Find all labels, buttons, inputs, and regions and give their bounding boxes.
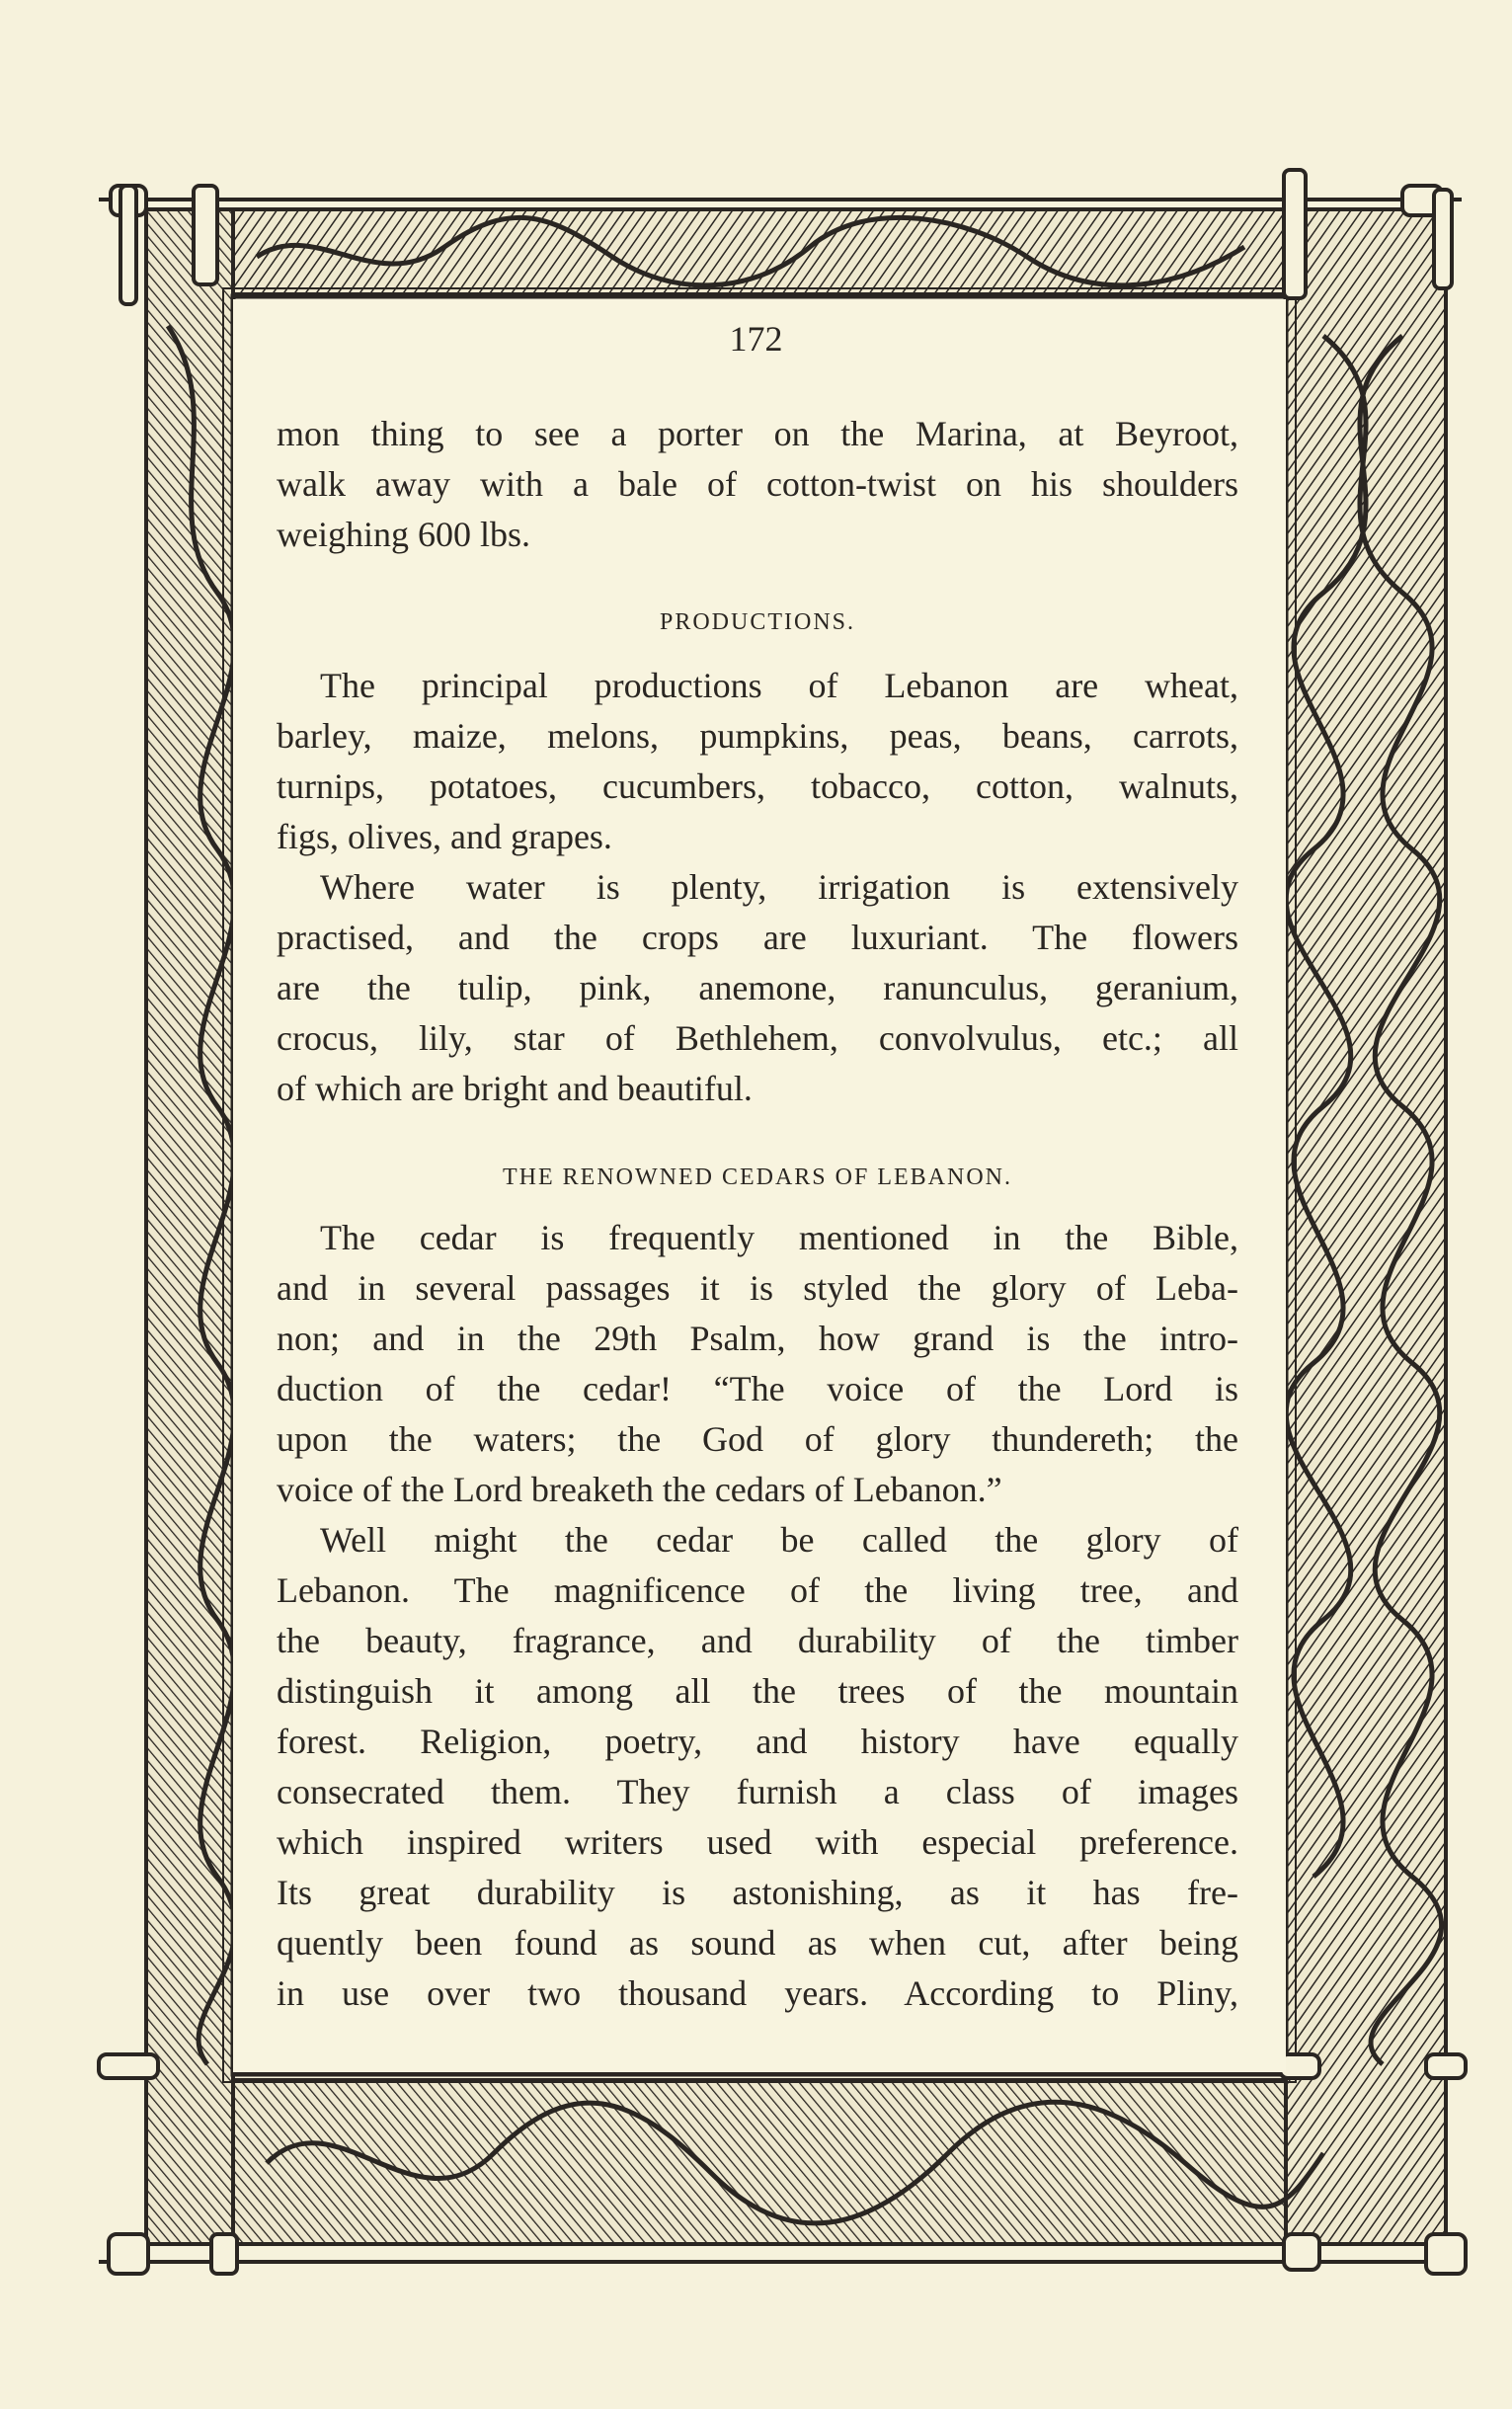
section-heading: THE RENOWNED CEDARS OF LEBANON. bbox=[503, 1164, 1012, 1190]
text-line: figs, olives, and grapes. bbox=[277, 817, 612, 856]
paragraph bbox=[277, 862, 1238, 1114]
text-line: which inspired writers used with especial preference. bbox=[277, 1822, 1238, 1862]
text-line: practised, and the crops are luxuriant. The flowers bbox=[277, 918, 1238, 957]
text-line: The cedar is frequently mentioned in the Bible, bbox=[320, 1218, 1238, 1257]
paragraph bbox=[277, 1213, 1238, 1515]
text-line: and in several passages it is styled the glory of Leba- bbox=[277, 1268, 1238, 1308]
text-line: walk away with a bale of cotton-twist on his shoulders bbox=[277, 464, 1238, 504]
text-line: weighing 600 lbs. bbox=[277, 515, 530, 554]
text-line: Its great durability is astonishing, as it has fre- bbox=[277, 1873, 1238, 1912]
text-line: voice of the Lord breaketh the cedars of Lebanon.” bbox=[277, 1470, 1002, 1509]
text-line: distinguish it among all the trees of the mountain bbox=[277, 1671, 1238, 1711]
text-line: of which are bright and beautiful. bbox=[277, 1069, 753, 1108]
text-line: the beauty, fragrance, and durability of the timber bbox=[277, 1621, 1238, 1660]
paragraph bbox=[277, 1515, 1238, 2019]
text-line: forest. Religion, poetry, and history have equally bbox=[277, 1722, 1238, 1761]
text-line: duction of the cedar! “The voice of the Lord is bbox=[277, 1369, 1238, 1408]
text-line: crocus, lily, star of Bethlehem, convolvulus, etc.; all bbox=[277, 1018, 1238, 1058]
text-line: in use over two thousand years. According to Pliny, bbox=[277, 1973, 1238, 2013]
text-line: Where water is plenty, irrigation is extensively bbox=[320, 867, 1238, 907]
text-line: Well might the cedar be called the glory of bbox=[320, 1520, 1238, 1560]
page-body bbox=[277, 409, 1238, 2019]
text-line: non; and in the 29th Psalm, how grand is the intro- bbox=[277, 1319, 1238, 1358]
paragraph bbox=[277, 409, 1238, 560]
text-line: are the tulip, pink, anemone, ranunculus, geranium, bbox=[277, 968, 1238, 1007]
text-line: The principal productions of Lebanon are wheat, bbox=[320, 666, 1238, 705]
section-heading: PRODUCTIONS. bbox=[659, 609, 856, 635]
text-line: turnips, potatoes, cucumbers, tobacco, cotton, walnuts, bbox=[277, 766, 1238, 806]
text-line: upon the waters; the God of glory thundereth; the bbox=[277, 1419, 1238, 1459]
text-line: quently been found as sound as when cut, after being bbox=[277, 1923, 1238, 1963]
paragraph bbox=[277, 661, 1238, 862]
text-line: Lebanon. The magnificence of the living tree, and bbox=[277, 1570, 1238, 1610]
text-line: barley, maize, melons, pumpkins, peas, beans, carrots, bbox=[277, 716, 1238, 756]
text-line: mon thing to see a porter on the Marina, at Beyroot, bbox=[277, 414, 1238, 453]
page-number: 172 bbox=[729, 319, 783, 359]
text-line: consecrated them. They furnish a class of images bbox=[277, 1772, 1238, 1811]
